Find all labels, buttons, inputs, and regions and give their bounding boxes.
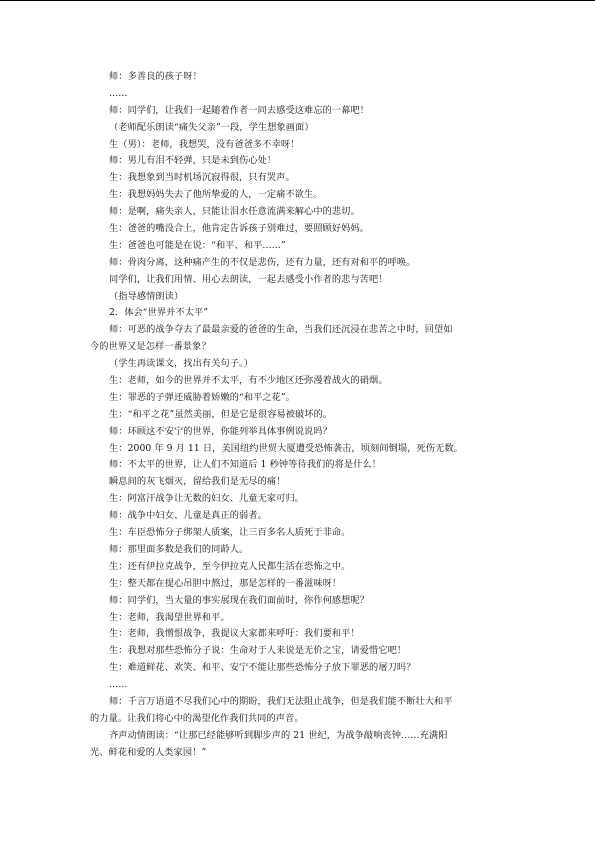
text-line: 生（男）：老师，我想哭，没有爸爸多不幸呀！ (109, 138, 300, 150)
text-line: （指导感情朗读） (109, 290, 184, 302)
text-line: 齐声动情朗读：“让那已经能够听到脚步声的 21 世纪，为战争敲响丧钟……充满阳 (109, 729, 448, 741)
text-line: 生：老师，如今的世界并不太平，有不少地区还弥漫着战火的硝烟。 (109, 375, 388, 387)
text-line: 生：还有伊拉克战争，至今伊拉克人民都生活在恐怖之中。 (109, 560, 351, 572)
text-line: 师：那里面多数是我们的同龄人。 (109, 543, 249, 555)
text-line: 光、鲜花和爱的人类家园！” (90, 746, 207, 758)
text-line: （老师配乐朗读“痛失父亲”一段，学生想象画面） (109, 121, 314, 133)
text-line: 师：同学们，当大量的事实展现在我们面前时，你作何感想呢？ (109, 594, 370, 606)
text-line: 生：老师，我憎恨战争，我提议大家都来呼吁：我们要和平！ (109, 628, 360, 640)
text-line: 师：是啊，痛失亲人，只能让泪水任意流满来解心中的悲切。 (109, 206, 360, 218)
text-line: 师：不太平的世界，让人们不知道后 1 秒钟等待我们的将是什么！ (109, 459, 382, 471)
text-line: 师：战争中妇女、儿童是真正的弱者。 (109, 510, 267, 522)
text-line: 生：我想妈妈失去了他所挚爱的人，一定痛不欲生。 (109, 189, 323, 201)
text-line: （学生再读课文，找出有关句子。） (109, 358, 253, 370)
text-line: 生：我想象到当时机场沉寂得很，只有哭声。 (109, 172, 295, 184)
text-line: 师：千言万语道不尽我们心中的期盼，我们无法阻止战争，但是我们能不断壮大和平 (109, 695, 453, 707)
text-line: 生：爸爸也可能是在说：“和平、和平……” (109, 239, 286, 251)
text-line: 生：整天都在提心吊胆中熬过，那是怎样的一番滋味呀！ (109, 577, 342, 589)
text-line: 的力量。让我们将心中的渴望化作我们共同的声音。 (90, 712, 304, 724)
text-line: 生：罪恶的子弹还威胁着娇嫩的“和平之花”。 (109, 391, 296, 403)
page-top-border (0, 0, 595, 1)
text-line: 2．体会“世界并不太平” (109, 307, 209, 319)
text-line: 生：爸爸的嘴没合上，他肯定告诉孩子别难过，要照顾好妈妈。 (109, 223, 370, 235)
text-line: 生：难道鲜花、欢笑、和平、安宁不能让那些恐怖分子放下罪恶的屠刀吗？ (109, 662, 416, 674)
text-line: 师：骨肉分离，这种痛产生的不仅是悲伤，还有力量，还有对和平的呼唤。 (109, 256, 416, 268)
text-line: 今的世界又是怎样一番景象？ (90, 341, 211, 353)
text-line: 生：阿富汗战争让无数的妇女、儿童无家可归。 (109, 493, 305, 505)
text-line: 生：2000 年 9 月 11 日，美国纽约世贸大厦遭受恐怖袭击，顷刻间倒塌，死伤无数。 (109, 442, 463, 454)
text-line: …… (109, 679, 128, 691)
text-line: 师：环顾这不安宁的世界，你能列举具体事例说说吗？ (109, 425, 332, 437)
text-line: 师：男儿有泪不轻弹，只是未到伤心处！ (109, 155, 277, 167)
text-line: 生：车臣恐怖分子绑架人质案，让三百多名人质死于非命。 (109, 527, 351, 539)
text-line: 生：老师，我渴望世界和平。 (109, 611, 230, 623)
text-line: 生：我想对那些恐怖分子说：生命对于人来说是无价之宝，请爱惜它吧！ (109, 645, 407, 657)
text-line: …… (109, 87, 128, 99)
text-line: 师：多善良的孩子呀！ (109, 71, 202, 82)
text-line: 同学们，让我们用情、用心去朗读，一起去感受小作者的悲与苦吧！ (109, 273, 388, 285)
text-line: 生：“和平之花”虽然美丽，但是它是很容易被破坏的。 (109, 408, 333, 420)
text-line: 瞬息间的灰飞烟灭，留给我们是无尽的痛！ (109, 476, 286, 488)
text-line: 师：可恶的战争夺去了最最亲爱的爸爸的生命，当我们还沉浸在悲苦之中时，回望如 (109, 324, 453, 336)
text-line: 师：同学们，让我们一起随着作者一同去感受这难忘的一幕吧！ (109, 104, 370, 116)
document-page (90, 69, 510, 762)
